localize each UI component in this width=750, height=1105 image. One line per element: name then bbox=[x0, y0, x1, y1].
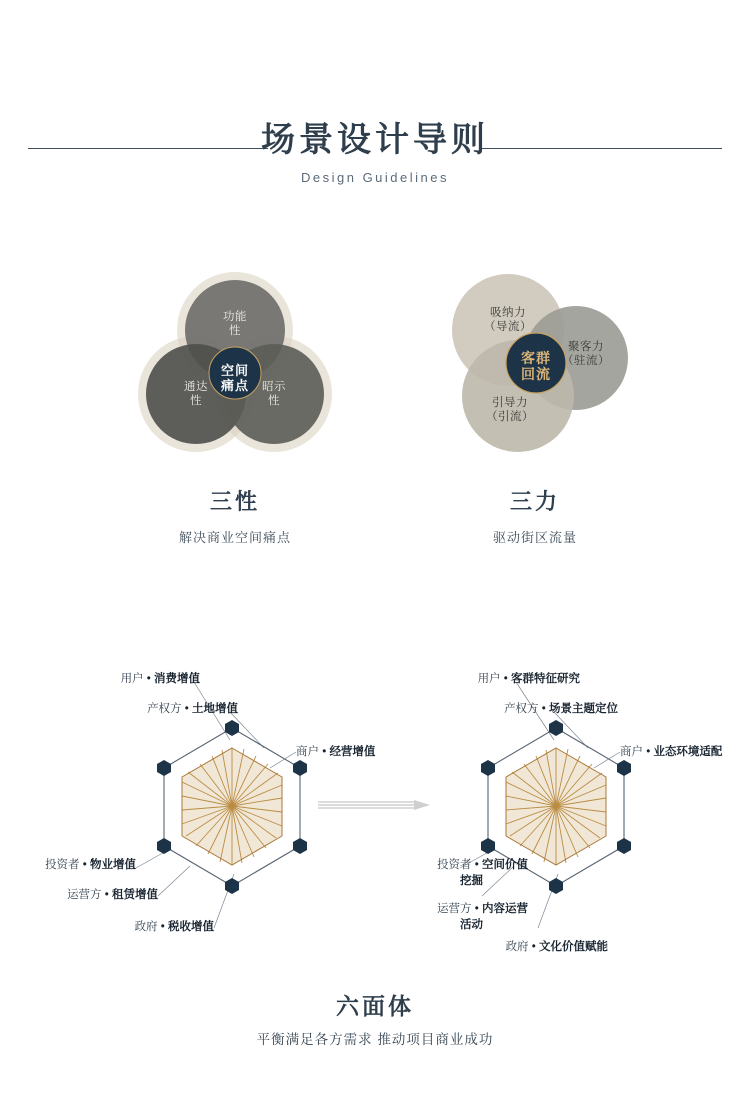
venn-label-absorption: 吸纳力 （导流） bbox=[484, 307, 532, 333]
venn-label-gathering: 聚客力 （驻流） bbox=[562, 341, 610, 367]
hex-right-label-operator-line2: 活动 bbox=[460, 919, 483, 931]
venn-label-guiding: 引导力 （引流） bbox=[486, 397, 534, 423]
page-header bbox=[0, 0, 750, 230]
hexahedron-caption: 六面体 bbox=[336, 994, 414, 1019]
page-subtitle: Design Guidelines bbox=[300, 170, 449, 185]
page-title: 场景设计导则 bbox=[261, 122, 489, 159]
hex-right-label-government: 政府 • 文化价值赋能 bbox=[505, 941, 608, 953]
hexahedron-right bbox=[368, 640, 728, 970]
hex-left-label-user: 用户 • 消费增值 bbox=[120, 673, 200, 685]
venn-core-customer-return: 客群 回流 bbox=[521, 352, 551, 383]
three-natures-subcaption: 解决商业空间痛点 bbox=[178, 530, 291, 545]
venn-label-functionality: 功能 性 bbox=[223, 311, 247, 337]
diagram-three-natures bbox=[108, 268, 362, 558]
hex-left-label-government: 政府 • 税收增值 bbox=[134, 921, 214, 933]
hex-right-label-investor: 投资者 • 空间价值 bbox=[437, 859, 528, 871]
hex-right-label-owner: 产权方 • 场景主题定位 bbox=[504, 703, 618, 715]
hexahedron-left bbox=[8, 640, 376, 970]
three-forces-subcaption: 驱动街区流量 bbox=[492, 530, 577, 545]
venn-core-space-painpoint: 空间 痛点 bbox=[220, 363, 249, 393]
venn-label-accessibility: 通达 性 bbox=[184, 381, 208, 407]
hexahedron-subcaption: 平衡满足各方需求 推动项目商业成功 bbox=[256, 1032, 494, 1047]
hex-left-label-owner: 产权方 • 土地增值 bbox=[147, 703, 238, 715]
hex-right-label-merchant: 商户 • 业态环境适配 bbox=[620, 746, 723, 758]
diagram-hexahedron bbox=[0, 640, 750, 1070]
hexahedron-right-svg bbox=[368, 640, 728, 970]
hex-left-label-investor: 投资者 • 物业增值 bbox=[45, 859, 136, 871]
hex-left-label-merchant: 商户 • 经营增值 bbox=[296, 746, 376, 758]
hex-left-label-operator: 运营方 • 租赁增值 bbox=[67, 889, 158, 901]
hex-right-label-user: 用户 • 客群特征研究 bbox=[477, 673, 580, 685]
three-natures-caption: 三性 bbox=[209, 489, 260, 514]
diagram-three-forces bbox=[408, 268, 662, 558]
hex-right-label-operator: 运营方 • 内容运营 bbox=[437, 903, 528, 915]
venn-label-visibility: 昭示 性 bbox=[262, 381, 286, 407]
three-forces-caption: 三力 bbox=[509, 489, 560, 514]
hex-right-label-investor-line2: 挖掘 bbox=[460, 875, 483, 887]
